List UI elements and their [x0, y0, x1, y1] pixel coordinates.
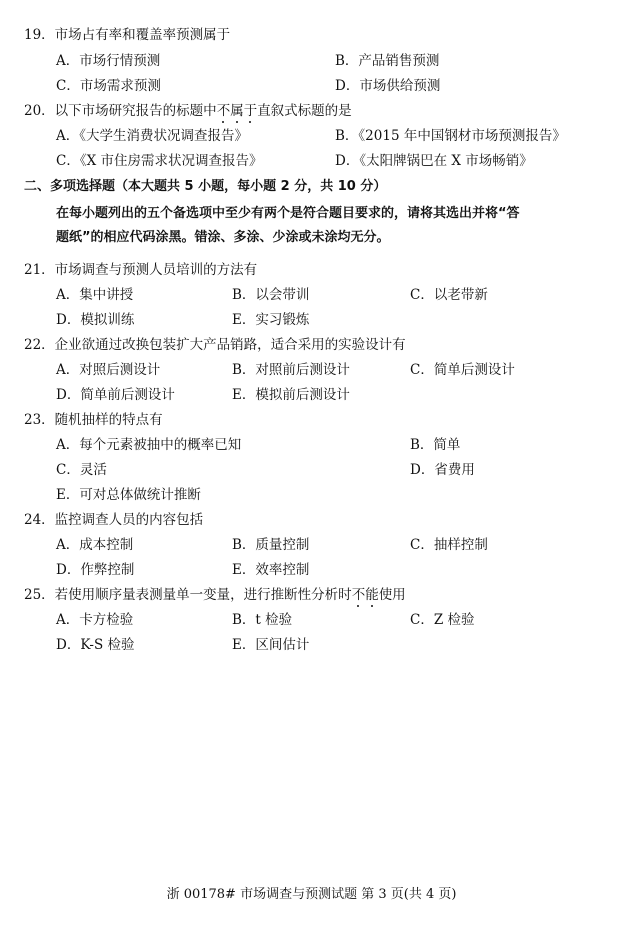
question-23-stem: 23．随机抽样的特点有 [24, 412, 163, 428]
q23-option-c: C．灵活 [56, 462, 107, 478]
q23-option-b: B．简单 [410, 437, 461, 453]
q20-emphasis-text [217, 103, 258, 119]
emphasis-char: 能 [365, 587, 379, 603]
q20-option-a: A．《大学生消费状况调查报告》 [56, 128, 248, 144]
q24-option-b: B．质量控制 [232, 537, 310, 553]
q23-option-d: D．省费用 [410, 462, 475, 478]
q22-option-e: E．模拟前后测设计 [232, 387, 350, 403]
q24-option-e: E．效率控制 [232, 562, 310, 578]
q25-stem-start: 25．若使用顺序量表测量单一变量，进行推断性分析时 [24, 587, 352, 603]
q20-stem-end: 直叙式标题的是 [257, 103, 352, 119]
q25-stem-end: 使用 [378, 587, 406, 603]
q25-option-d: D．K-S 检验 [56, 637, 135, 653]
q19-option-b: B．产品销售预测 [335, 53, 440, 69]
emphasis-char: 于 [243, 103, 258, 119]
q23-option-a: A．每个元素被抽中的概率已知 [56, 437, 242, 453]
q20-option-d: D．《太阳牌锅巴在 X 市场畅销》 [335, 153, 533, 169]
question-25-stem [24, 587, 406, 603]
question-22-stem: 22．企业欲通过改换包装扩大产品销路，适合采用的实验设计有 [24, 337, 406, 353]
q25-option-a: A．卡方检验 [56, 612, 134, 628]
page-footer: 浙 00178# 市场调查与预测试题 第 3 页(共 4 页) [166, 887, 457, 902]
q19-option-a: A．市场行情预测 [56, 53, 161, 69]
q21-option-e: E．实习锻炼 [232, 312, 310, 328]
q24-option-a: A．成本控制 [56, 537, 134, 553]
q21-option-b: B．以会带训 [232, 287, 310, 303]
q20-emphasis [217, 103, 258, 119]
question-19-stem: 19．市场占有率和覆盖率预测属于 [24, 27, 231, 43]
q20-option-b: B．《2015 年中国钢材市场预测报告》 [335, 128, 566, 144]
emphasis-char: 不 [351, 587, 366, 603]
q21-option-c: C．以老带新 [410, 287, 488, 303]
section-2-instruction-line-1: 在每小题列出的五个备选项中至少有两个是符合题目要求的，请将其选出并将“答 [56, 206, 520, 221]
q25-emphasis [352, 587, 379, 603]
q25-option-e: E．区间估计 [232, 637, 310, 653]
q25-option-b: B．t 检验 [232, 612, 293, 628]
q20-stem-start: 20．以下市场研究报告的标题中 [24, 103, 217, 119]
section-2-instruction-line-2: 题纸”的相应代码涂黑。错涂、多涂、少涂或未涂均无分。 [56, 230, 390, 245]
q20-option-c: C．《X 市住房需求状况调查报告》 [56, 153, 263, 169]
emphasis-char: 属 [230, 103, 244, 119]
q22-option-b: B．对照前后测设计 [232, 362, 350, 378]
q25-emphasis-text [352, 587, 379, 603]
question-20-stem [24, 103, 352, 119]
q25-option-c: C．Z 检验 [410, 612, 475, 628]
q19-option-c: C．市场需求预测 [56, 78, 161, 94]
q19-option-d: D．市场供给预测 [335, 78, 441, 94]
emphasis-char: 不 [216, 103, 231, 119]
question-21-stem: 21．市场调查与预测人员培训的方法有 [24, 262, 258, 278]
q22-option-c: C．简单后测设计 [410, 362, 515, 378]
section-2-heading: 二、多项选择题（本大题共 5 小题，每小题 2 分，共 10 分） [24, 179, 387, 194]
q23-option-e: E．可对总体做统计推断 [56, 487, 201, 503]
q22-option-d: D．简单前后测设计 [56, 387, 175, 403]
q21-option-d: D．模拟训练 [56, 312, 135, 328]
q24-option-d: D．作弊控制 [56, 562, 135, 578]
question-24-stem: 24．监控调查人员的内容包括 [24, 512, 204, 528]
q21-option-a: A．集中讲授 [56, 287, 134, 303]
q22-option-a: A．对照后测设计 [56, 362, 161, 378]
q24-option-c: C．抽样控制 [410, 537, 488, 553]
